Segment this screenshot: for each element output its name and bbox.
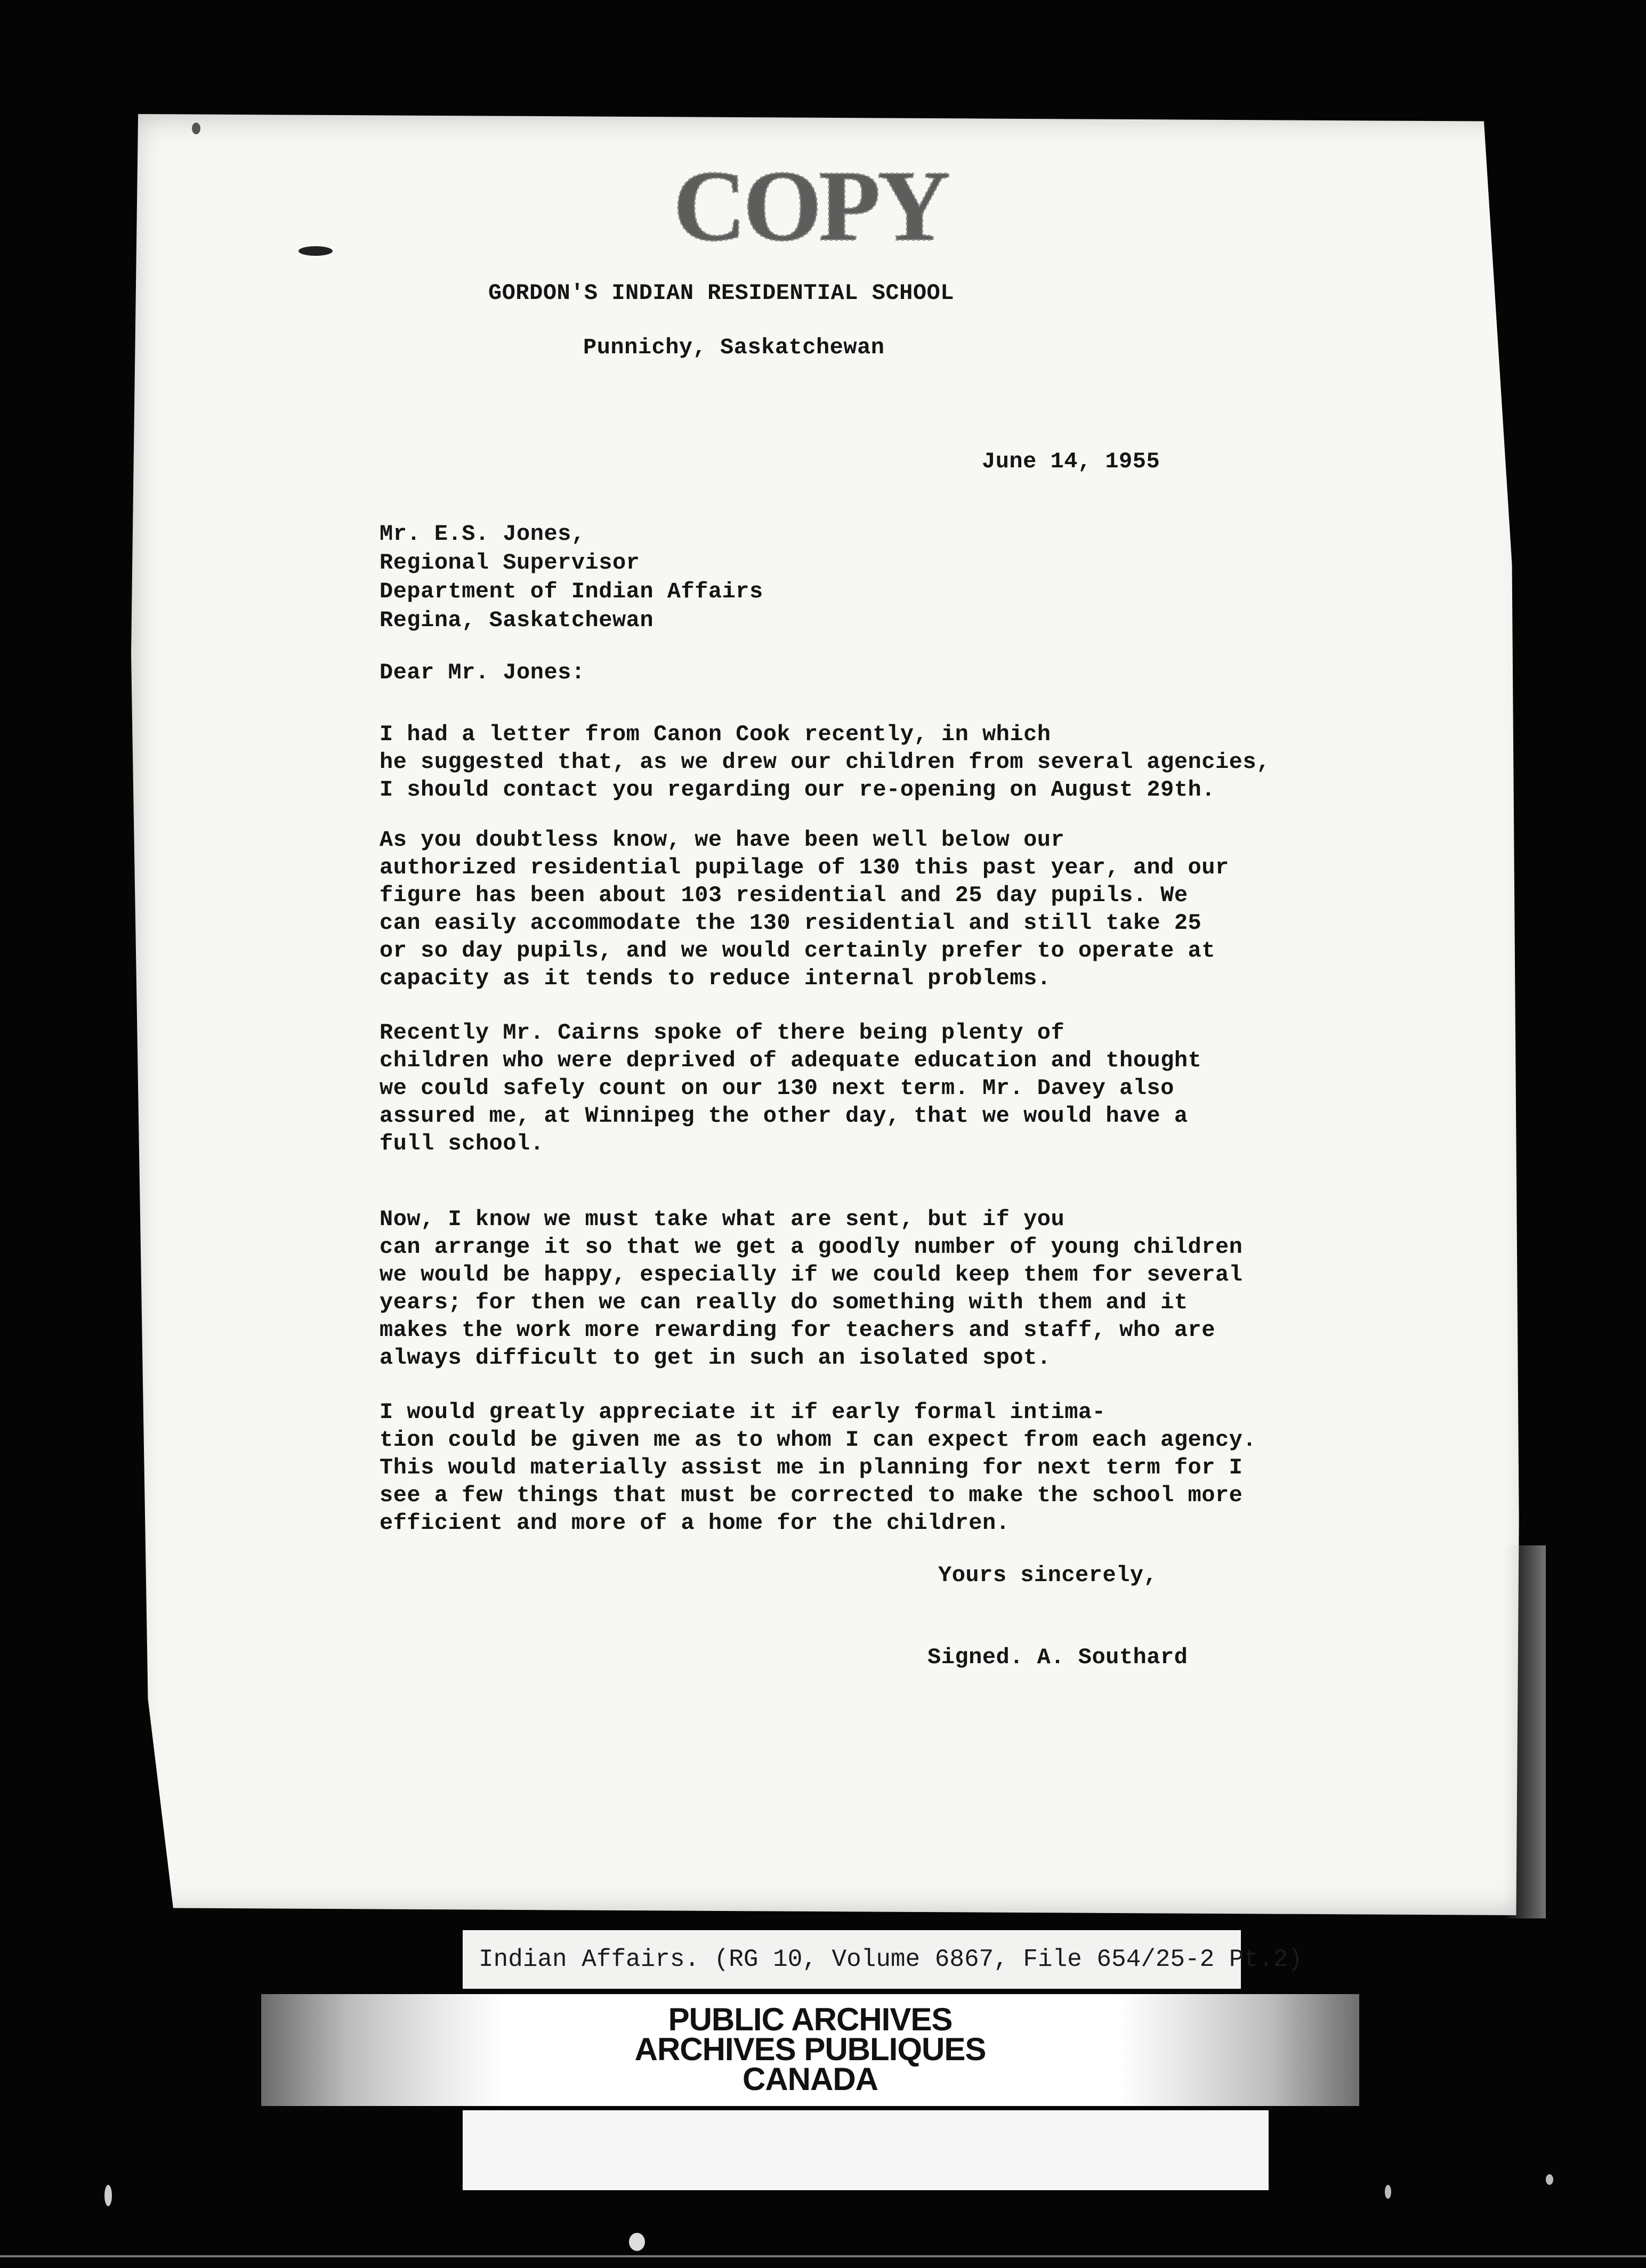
- recipient-department: Department of Indian Affairs: [380, 579, 763, 604]
- archive-line-english: PUBLIC ARCHIVES: [668, 2002, 953, 2037]
- archive-line-country: CANADA: [743, 2061, 878, 2097]
- bottom-rule: [0, 2255, 1646, 2257]
- salutation: Dear Mr. Jones:: [380, 660, 585, 685]
- film-speck: [104, 2185, 112, 2206]
- body-paragraph-2: As you doubtless know, we have been well below our authorized residential pupilage of 130 this past year, and our figure has been about 103 residential and 25 day pupils. We can easily accommodate the 130 residential and still take 25 or so day pupils, and we would certainly prefer to operate at capacity as it tends to reduce internal problems.: [380, 827, 1229, 991]
- signature: Signed. A. Southard: [927, 1645, 1188, 1670]
- film-speck: [1546, 2174, 1553, 2185]
- body-paragraph-4: Now, I know we must take what are sent, but if you can arrange it so that we get a goodly number of young children we would be happy, especially if we could keep them for several years; for then we can really do something with them and it makes the work more rewarding for teachers and staff, who are always difficult to get in such an isolated spot.: [380, 1206, 1243, 1371]
- page-curl-shadow: [1503, 1545, 1546, 1918]
- letter-page: [131, 114, 1533, 1915]
- film-speck: [1385, 2185, 1391, 2199]
- school-name: GORDON'S INDIAN RESIDENTIAL SCHOOL: [488, 280, 954, 306]
- body-paragraph-5: I would greatly appreciate it if early formal intima- tion could be given me as to whom I can expect from each agency. This would materially assist me in planning for next term for I see a few things that must be corrected to make the school more efficient and more of a home for the children.: [380, 1399, 1257, 1536]
- archive-reference-label: Indian Affairs. (RG 10, Volume 6867, File 654/25-2 Pt.2): [463, 1930, 1241, 1989]
- film-speck: [629, 2233, 645, 2251]
- film-speck: [192, 123, 200, 134]
- recipient-title: Regional Supervisor: [380, 550, 640, 576]
- copy-stamp-text: COPY: [673, 160, 948, 256]
- blank-label-strip: [463, 2110, 1269, 2190]
- archive-stamp: [261, 2002, 1359, 2097]
- letter-date: June 14, 1955: [982, 449, 1160, 474]
- body-paragraph-1: I had a letter from Canon Cook recently, in which he suggested that, as we drew our children from several agencies, I should contact you regarding our re-opening on August 29th.: [380, 722, 1270, 803]
- school-location: Punnichy, Saskatchewan: [583, 335, 885, 360]
- body-paragraph-3: Recently Mr. Cairns spoke of there being plenty of children who were deprived of adequate education and thought we could safely count on our 130 next term. Mr. Davey also assured me, at Winnipeg the other day, that we would have a full school.: [380, 1020, 1202, 1156]
- recipient-name: Mr. E.S. Jones,: [380, 521, 585, 547]
- copy-stamp: [661, 160, 959, 256]
- archive-line-french: ARCHIVES PUBLIQUES: [634, 2031, 986, 2067]
- film-speck: [298, 246, 333, 256]
- recipient-city: Regina, Saskatchewan: [380, 608, 654, 633]
- closing: Yours sincerely,: [938, 1562, 1158, 1588]
